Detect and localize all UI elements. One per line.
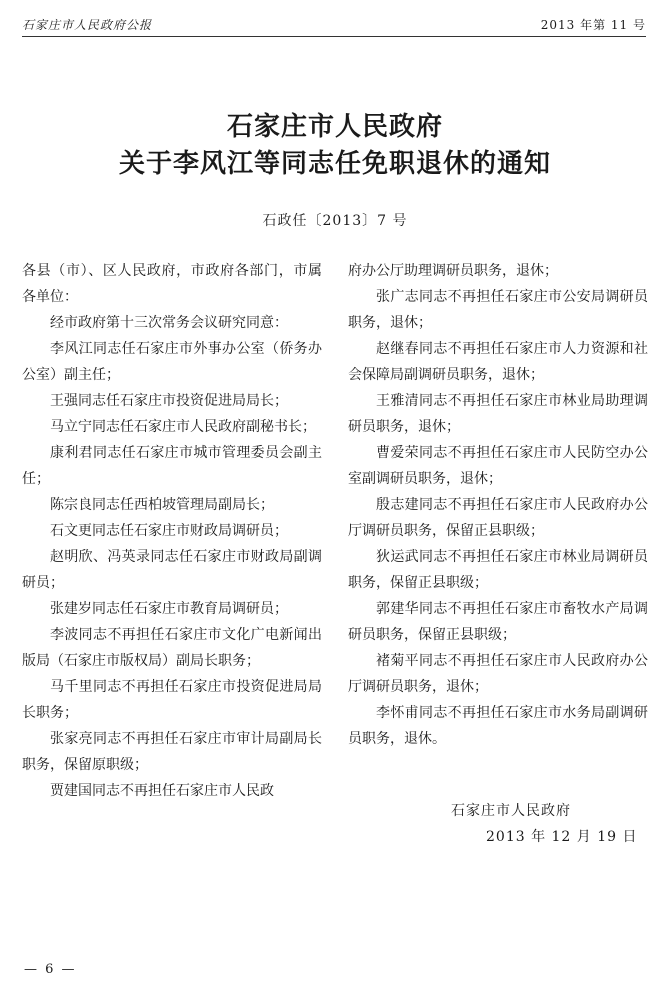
paragraph: 张广志同志不再担任石家庄市公安局调研员职务，退休； bbox=[348, 289, 648, 331]
paragraph: 李风江同志任石家庄市外事办公室（侨务办公室）副主任； bbox=[22, 341, 322, 383]
paragraph: 贾建国同志不再担任石家庄市人民政 bbox=[50, 783, 274, 799]
paragraph: 殷志建同志不再担任石家庄市人民政府办公厅调研员职务，保留正县职级； bbox=[348, 497, 648, 539]
paragraph: 各县（市）、区人民政府，市政府各部门，市属各单位： bbox=[22, 263, 322, 305]
signature-date: 2013 年 12 月 19 日 bbox=[486, 829, 638, 845]
paragraph: 褚菊平同志不再担任石家庄市人民政府办公厅调研员职务，退休； bbox=[348, 653, 648, 695]
paragraph: 李波同志不再担任石家庄市文化广电新闻出版局（石家庄市版权局）副局长职务； bbox=[22, 627, 322, 669]
running-header bbox=[22, 14, 646, 37]
journal-name: 石家庄市人民政府公报 bbox=[22, 18, 153, 32]
paragraph: 马立宁同志任石家庄市人民政府副秘书长； bbox=[50, 419, 316, 435]
paragraph: 张建岁同志任石家庄市教育局调研员； bbox=[50, 601, 288, 617]
document-number: 石政任〔2013〕7 号 bbox=[262, 213, 408, 229]
title-line-1: 石家庄市人民政府 bbox=[226, 112, 443, 142]
paragraph: 王雅清同志不再担任石家庄市林业局助理调研员职务，退休； bbox=[348, 393, 648, 435]
issue-number: 2013 年第 11 号 bbox=[540, 18, 646, 32]
paragraph: 狄运武同志不再担任石家庄市林业局调研员职务，保留正县职级； bbox=[348, 549, 648, 591]
paragraph: 李怀甫同志不再担任石家庄市水务局副调研员职务，退休。 bbox=[348, 705, 648, 747]
paragraph: 赵继春同志不再担任石家庄市人力资源和社会保障局副调研员职务，退休； bbox=[348, 341, 648, 383]
paragraph: 郭建华同志不再担任石家庄市畜牧水产局调研员职务，保留正县职级； bbox=[348, 601, 648, 643]
paragraph: 赵明欣、冯英录同志任石家庄市财政局副调研员； bbox=[22, 549, 322, 591]
body-left-column bbox=[22, 258, 322, 804]
paragraph: 经市政府第十三次常务会议研究同意： bbox=[50, 315, 288, 331]
title-line-2: 关于李风江等同志任免职退休的通知 bbox=[118, 149, 551, 179]
paragraph: 府办公厅助理调研员职务，退休； bbox=[348, 263, 558, 279]
paragraph: 康利君同志任石家庄市城市管理委员会副主任； bbox=[22, 445, 322, 487]
page-number: — 6 — bbox=[24, 962, 77, 977]
body-right-column bbox=[348, 258, 648, 752]
signature-organization: 石家庄市人民政府 bbox=[451, 803, 571, 819]
paragraph: 王强同志任石家庄市投资促进局局长； bbox=[50, 393, 288, 409]
paragraph: 张家亮同志不再担任石家庄市审计局副局长职务，保留原职级； bbox=[22, 731, 322, 773]
paragraph: 陈宗良同志任西柏坡管理局副局长； bbox=[50, 497, 274, 513]
paragraph: 石文更同志任石家庄市财政局调研员； bbox=[50, 523, 288, 539]
paragraph: 曹爱荣同志不再担任石家庄市人民防空办公室副调研员职务，退休； bbox=[348, 445, 648, 487]
paragraph: 马千里同志不再担任石家庄市投资促进局局长职务； bbox=[22, 679, 322, 721]
